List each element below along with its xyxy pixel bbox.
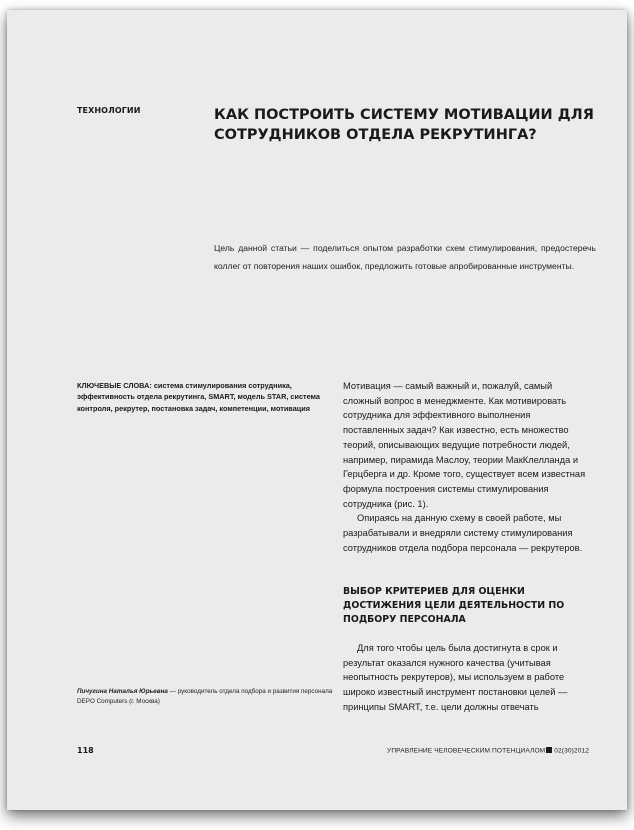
author-info [77, 687, 337, 706]
page-number: 118 [77, 746, 94, 755]
author-name: Пичугина Наталья Юрьевна [77, 688, 168, 695]
article-body-continued [343, 641, 589, 715]
article-abstract: Цель данной статьи — поделиться опытом разработки схем стимулирования, предостеречь коллег от повторения наших ошибок, предложить готовые апробированные инструменты. [214, 243, 596, 271]
magazine-page [7, 10, 627, 810]
keywords-block [77, 380, 333, 414]
keywords-text: система стимулирования сотрудника, эффективность отдела рекрутинга, SMART, модель STAR, система контроля, рекрутер, постановка задач, компетенции, мотивация [77, 381, 320, 413]
square-icon [546, 747, 552, 753]
keywords-label: КЛЮЧЕВЫЕ СЛОВА: [77, 381, 152, 390]
body-paragraph-2: Опираясь на данную схему в своей работе, мы разрабатывали и внедряли систему стимулирования сотрудников отдела подбора персонала — рекрутеров. [343, 513, 583, 553]
author-role: — руководитель отдела подбора и развития персонала [169, 688, 333, 695]
body-paragraph-3: Для того чтобы цель была достигнута в срок и результат оказался нужного качества (учитывая неопытность рекрутеров), мы используем в работе широко известный инструмент постановки целей — принципы SMART, т.е. цели должны отвечать [343, 643, 568, 712]
journal-footer [387, 747, 589, 755]
author-company: DEPO Computers (г. Москва) [77, 697, 160, 705]
section-subheading: ВЫБОР КРИТЕРИЕВ ДЛЯ ОЦЕНКИ ДОСТИЖЕНИЯ ЦЕЛИ ДЕЯТЕЛЬНОСТИ ПО ПОДБОРУ ПЕРСОНАЛА [343, 586, 565, 625]
journal-issue: 02(30)2012 [554, 747, 589, 755]
article-body [343, 379, 589, 555]
section-label: ТЕХНОЛОГИИ [77, 106, 141, 115]
journal-name: УПРАВЛЕНИЕ ЧЕЛОВЕЧЕСКИМ ПОТЕНЦИАЛОМ [387, 747, 546, 755]
article-title: КАК ПОСТРОИТЬ СИСТЕМУ МОТИВАЦИИ ДЛЯ СОТРУДНИКОВ ОТДЕЛА РЕКРУТИНГА? [214, 107, 594, 143]
body-paragraph-1: Мотивация — самый важный и, пожалуй, самый сложный вопрос в менеджменте. Как мотивировать сотрудника для эффективного выполнения поставленных задач? Как известно, есть множество теорий, описывающих ведущие потребности людей, например, пирамида Маслоу, теории МакКлелланда и Герцберга и др. Кроме того, существует всем известная формула построения системы стимулирования сотрудника (рис. 1). [343, 381, 586, 509]
